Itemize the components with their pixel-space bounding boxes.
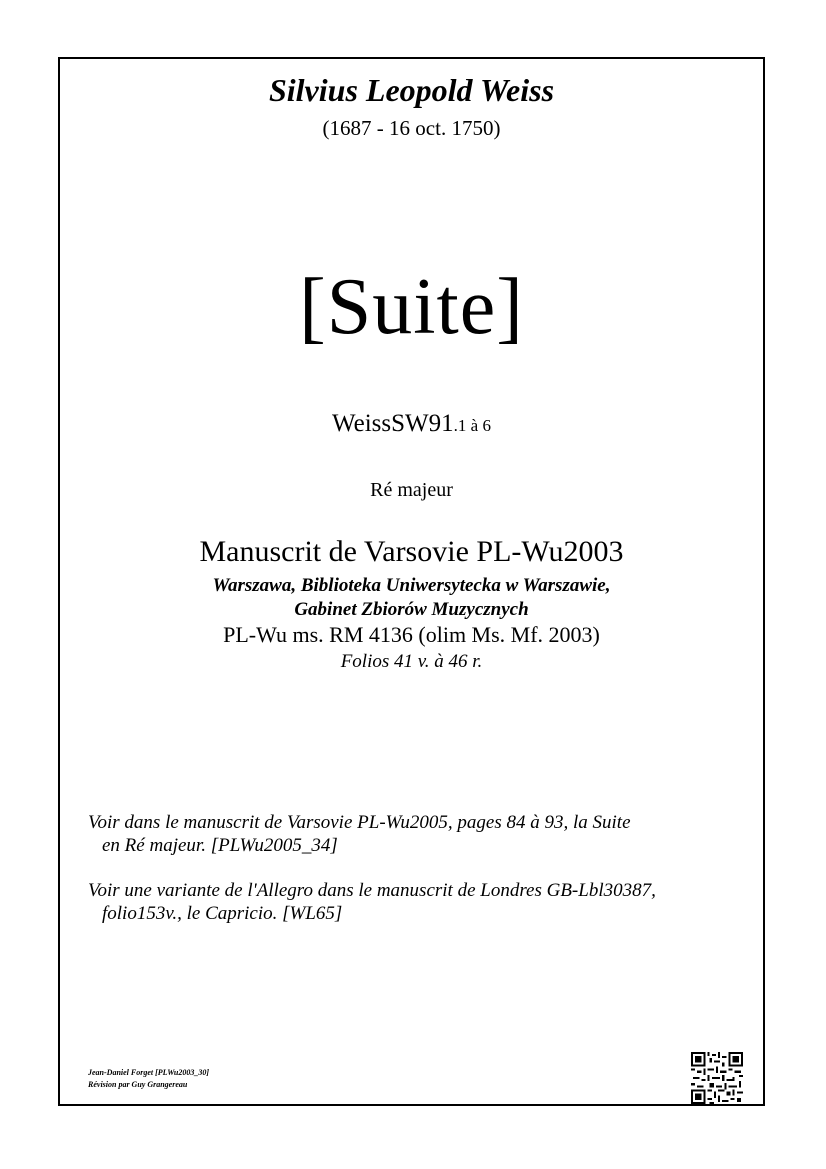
credit-author: Jean-Daniel Forget [PLWu2003_30]	[88, 1068, 210, 1077]
library-name	[58, 574, 765, 622]
composer-name: Silvius Leopold Weiss	[268, 72, 555, 108]
note-line: folio153v., le Capricio. [WL65]	[102, 903, 343, 924]
musical-key: Ré majeur	[370, 479, 453, 501]
folios: Folios 41 v. à 46 r.	[340, 651, 483, 672]
manuscript-title: Manuscrit de Varsovie PL-Wu2003	[199, 535, 624, 568]
credits	[88, 1067, 209, 1091]
qr-code-icon	[691, 1052, 743, 1104]
note-line: en Ré majeur. [PLWu2005_34]	[102, 835, 338, 856]
note-londres	[88, 879, 748, 925]
credit-revision: Révision par Guy Grangereau	[88, 1080, 188, 1089]
catalog-range: .1 à 6	[453, 416, 491, 435]
note-varsovie	[88, 811, 748, 857]
catalog-number	[58, 410, 765, 438]
catalog-id: WeissSW91	[332, 410, 454, 437]
shelfmark: PL-Wu ms. RM 4136 (olim Ms. Mf. 2003)	[223, 622, 600, 647]
composer-dates: (1687 - 16 oct. 1750)	[322, 116, 501, 140]
library-line-1: Warszawa, Biblioteka Uniwersytecka w Warszawie,	[212, 575, 611, 596]
note-line: Voir dans le manuscrit de Varsovie PL-Wu2005, pages 84 à 93, la Suite	[88, 812, 631, 833]
page-title: [Suite]	[299, 263, 524, 351]
note-line: Voir une variante de l'Allegro dans le manuscrit de Londres GB-Lbl30387,	[88, 880, 656, 901]
library-line-2: Gabinet Zbiorów Muzycznych	[294, 599, 529, 620]
